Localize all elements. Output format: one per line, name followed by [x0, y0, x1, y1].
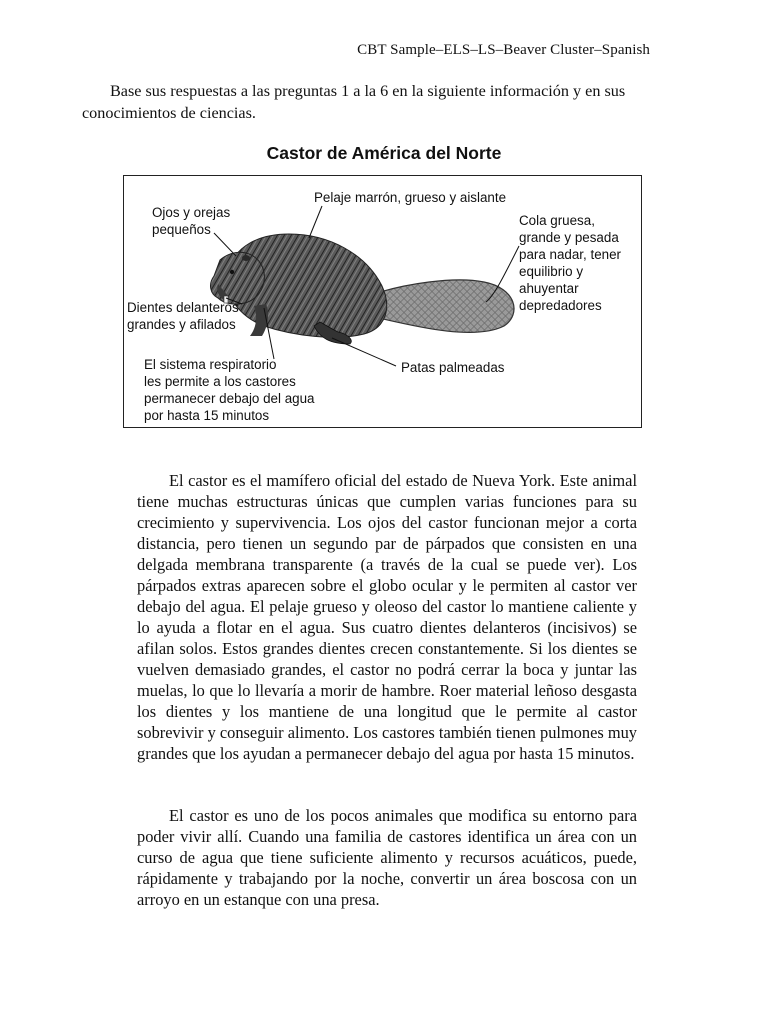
label-respiratory: El sistema respiratorio les permite a los castores permanecer debajo del agua por hasta 15 minutos — [144, 357, 315, 423]
body-paragraph-2: El castor es uno de los pocos animales que modifica su entorno para poder vivir allí. Cuando una familia de castores identifica un área con un curso de agua que tiene suficiente alimento y recursos acuáticos, puede, rápidamente y trabajando por la noche, convertir un área boscosa con un arroyo en un estanque con una presa. — [137, 806, 637, 909]
beaver-diagram — [123, 175, 642, 428]
beaver-head — [211, 252, 265, 304]
document-header: CBT Sample–ELS–LS–Beaver Cluster–Spanish — [357, 42, 650, 58]
beaver-tail — [374, 280, 514, 332]
intro-instructions: Base sus respuestas a las preguntas 1 a la 6 en la siguiente información y en sus conocimientos de ciencias. — [82, 82, 626, 122]
body-paragraph-1: El castor es el mamífero oficial del estado de Nueva York. Este animal tiene muchas estructuras únicas que cumplen varias funciones para su crecimiento y supervivencia. Los ojos del castor funcionan mejor a corta distancia, pero tienen un segundo par de párpados que consisten en una delgada membrana transparente (a través de la cual se puede ver). Los párpados extras aparecen sobre el globo ocular y le permiten al castor ver debajo del agua. El pelaje grueso y oleoso del castor lo mantiene caliente y lo ayuda a flotar en el agua. Sus cuatro dientes delanteros (incisivos) se afilan solos. Estos grandes dientes crecen constantemente. Si los dientes se vuelven demasiado grandes, el castor no podrá cerrar la boca y juntar las muelas, lo que lo llevaría a morir de hambre. Roer material leñoso desgasta los dientes y los mantiene de una longitud que le permite al castor sobrevivir y conseguir alimento. Los castores también tienen pulmones muy grandes que los ayudan a permanecer debajo del agua por hasta 15 minutos. — [137, 471, 637, 763]
label-tail: Cola gruesa, grande y pesada para nadar, tener equilibrio y ahuyentar depredadores — [519, 213, 621, 313]
label-teeth: Dientes delanteros grandes y afilados — [127, 300, 239, 332]
label-fur: Pelaje marrón, grueso y aislante — [314, 190, 507, 205]
label-eyes-ears: Ojos y orejas pequeños — [152, 205, 231, 237]
figure-title: Castor de América del Norte — [266, 143, 502, 163]
label-webbed-feet: Patas palmeadas — [401, 360, 505, 375]
